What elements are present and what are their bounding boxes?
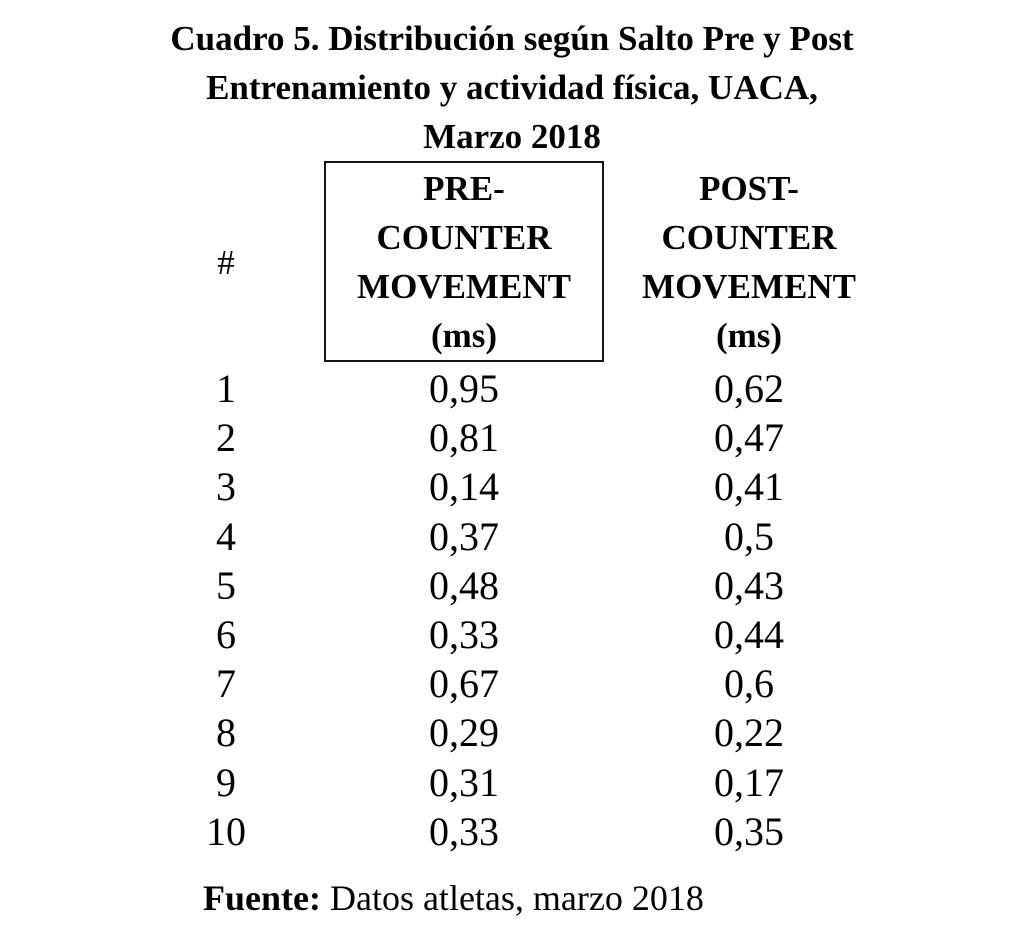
post-value: 0,17 xyxy=(714,759,784,805)
row-index: 1 xyxy=(216,366,236,411)
table-row xyxy=(0,758,1024,807)
row-index: 9 xyxy=(216,759,236,805)
table-body xyxy=(0,364,1024,856)
post-header-line-1: POST- xyxy=(699,169,799,208)
row-index: 2 xyxy=(216,415,236,461)
row-index: 10 xyxy=(206,808,246,854)
post-header-line-2: COUNTER xyxy=(661,218,837,257)
column-header-post xyxy=(604,161,894,360)
pre-value: 0,48 xyxy=(429,562,499,608)
post-value: 0,44 xyxy=(714,611,784,657)
pre-value: 0,14 xyxy=(429,464,499,510)
post-header-line-4: (ms) xyxy=(715,316,783,355)
pre-value: 0,81 xyxy=(429,415,499,461)
source-note xyxy=(203,876,704,920)
table-row xyxy=(0,413,1024,462)
title-line-2: Entrenamiento y actividad física, UACA, xyxy=(206,68,818,107)
pre-header-line-3: MOVEMENT xyxy=(357,267,571,306)
post-value: 0,43 xyxy=(714,562,784,608)
post-value: 0,35 xyxy=(714,808,784,854)
post-value: 0,62 xyxy=(714,366,784,411)
pre-value: 0,67 xyxy=(429,661,499,707)
pre-value: 0,37 xyxy=(429,513,499,559)
post-value: 0,47 xyxy=(714,415,784,461)
pre-header-line-1: PRE- xyxy=(423,169,505,208)
post-value: 0,41 xyxy=(714,464,784,510)
source-label: Fuente: xyxy=(203,878,321,918)
row-index: 8 xyxy=(216,710,236,756)
source-text: Datos atletas, marzo 2018 xyxy=(329,878,704,918)
column-header-index: # xyxy=(217,243,235,282)
pre-value: 0,33 xyxy=(429,808,499,854)
pre-header-line-2: COUNTER xyxy=(376,218,552,257)
table-row xyxy=(0,610,1024,659)
pre-value: 0,29 xyxy=(429,710,499,756)
post-header-line-3: MOVEMENT xyxy=(642,267,856,306)
post-value: 0,5 xyxy=(724,513,774,559)
table-row xyxy=(0,807,1024,856)
table-row xyxy=(0,364,1024,413)
title-line-3: Marzo 2018 xyxy=(423,117,601,156)
pre-value: 0,31 xyxy=(429,759,499,805)
table-title xyxy=(0,14,1024,161)
row-index: 7 xyxy=(216,661,236,707)
row-index: 5 xyxy=(216,562,236,608)
table-row xyxy=(0,512,1024,561)
column-header-pre-box xyxy=(324,161,604,362)
title-line-1: Cuadro 5. Distribución según Salto Pre y Post xyxy=(170,19,854,58)
row-index: 3 xyxy=(216,464,236,510)
table-row xyxy=(0,462,1024,511)
row-index: 6 xyxy=(216,611,236,657)
pre-value: 0,95 xyxy=(429,366,499,411)
post-value: 0,22 xyxy=(714,710,784,756)
pre-header-line-4: (ms) xyxy=(430,316,498,355)
table-row xyxy=(0,659,1024,708)
table-row xyxy=(0,708,1024,757)
post-value: 0,6 xyxy=(724,661,774,707)
pre-value: 0,33 xyxy=(429,611,499,657)
table-row xyxy=(0,561,1024,610)
row-index: 4 xyxy=(216,513,236,559)
